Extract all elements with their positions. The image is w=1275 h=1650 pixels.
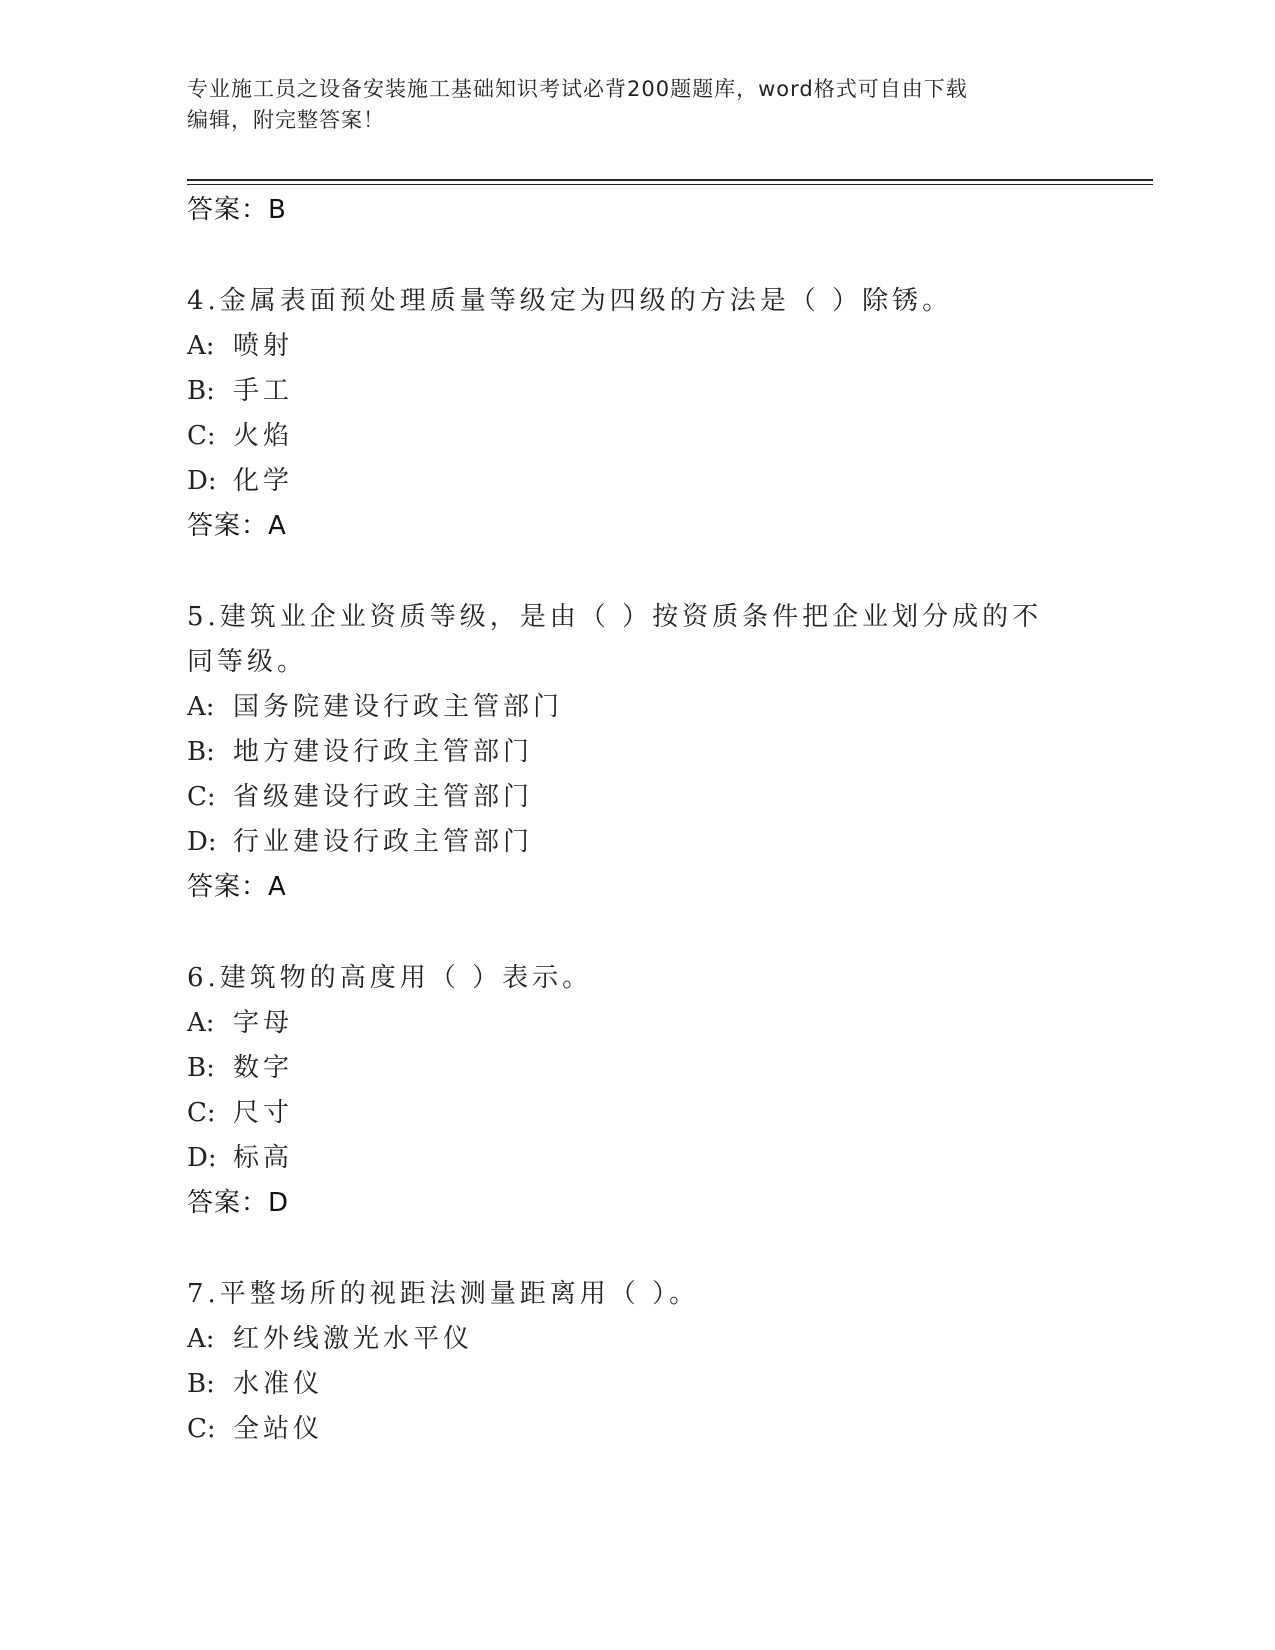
option-text: 化学 <box>233 466 294 496</box>
option-d <box>187 459 1087 504</box>
option-a <box>187 1317 1087 1362</box>
answer-label: 答案： <box>187 872 269 902</box>
option-text: 水准仪 <box>233 1369 324 1399</box>
option-text: 手工 <box>233 376 294 406</box>
answer-line <box>187 504 1087 549</box>
option-key: C: <box>187 1098 216 1128</box>
option-text: 数字 <box>233 1053 294 1083</box>
option-b <box>187 1046 1087 1091</box>
header-line-1: 专业施工员之设备安装施工基础知识考试必背200题题库，word格式可自由下载 <box>187 77 968 101</box>
option-text: 省级建设行政主管部门 <box>233 782 534 812</box>
answer-value: B <box>268 195 286 225</box>
header-divider-thin <box>187 184 1153 185</box>
option-b <box>187 369 1087 414</box>
answer-line <box>187 865 1087 910</box>
option-key: B: <box>187 1053 215 1083</box>
option-text: 地方建设行政主管部门 <box>233 737 534 767</box>
question-text: 4.金属表面预处理质量等级定为四级的方法是（ ）除锈。 <box>187 286 953 316</box>
answer-line <box>187 188 1087 233</box>
answer-value: A <box>268 872 286 902</box>
option-text: 红外线激光水平仪 <box>233 1324 474 1354</box>
question-spacer <box>187 233 1087 279</box>
question-text: 6.建筑物的高度用（ ）表示。 <box>187 963 593 993</box>
answer-value: D <box>268 1188 289 1218</box>
option-text: 字母 <box>233 1008 294 1038</box>
option-d <box>187 820 1087 865</box>
header-line-2: 编辑，附完整答案！ <box>187 108 385 132</box>
option-d <box>187 1136 1087 1181</box>
option-b <box>187 730 1087 775</box>
document-body <box>187 188 1087 1452</box>
question-spacer <box>187 549 1087 595</box>
option-text: 国务院建设行政主管部门 <box>233 692 564 722</box>
option-b <box>187 1362 1087 1407</box>
answer-line <box>187 1181 1087 1226</box>
option-text: 尺寸 <box>233 1098 294 1128</box>
option-key: C: <box>187 421 216 451</box>
option-c <box>187 414 1087 459</box>
answer-label: 答案： <box>187 195 269 225</box>
question-text: 7.平整场所的视距法测量距离用（ ）。 <box>187 1279 700 1309</box>
option-key: B: <box>187 737 215 767</box>
option-a <box>187 685 1087 730</box>
header-divider-thick <box>187 179 1153 181</box>
option-key: B: <box>187 376 215 406</box>
option-text: 全站仪 <box>233 1414 324 1444</box>
option-text: 标高 <box>233 1143 294 1173</box>
option-a <box>187 324 1087 369</box>
answer-label: 答案： <box>187 511 269 541</box>
option-key: A: <box>187 1324 215 1354</box>
option-c <box>187 1091 1087 1136</box>
option-c <box>187 1407 1087 1452</box>
option-key: C: <box>187 1414 216 1444</box>
option-text: 行业建设行政主管部门 <box>233 827 534 857</box>
option-key: B: <box>187 1369 215 1399</box>
option-key: C: <box>187 782 216 812</box>
question-text: 5.建筑业企业资质等级，是由（ ）按资质条件把企业划分成的不同等级。 <box>187 602 1043 677</box>
option-a <box>187 1001 1087 1046</box>
document-header <box>187 74 1067 136</box>
answer-label: 答案： <box>187 1188 269 1218</box>
option-text: 火焰 <box>233 421 294 451</box>
question-spacer <box>187 1226 1087 1272</box>
option-c <box>187 775 1087 820</box>
option-key: D: <box>187 466 217 496</box>
option-text: 喷射 <box>233 331 294 361</box>
answer-value: A <box>268 511 286 541</box>
option-key: A: <box>187 1008 215 1038</box>
question-spacer <box>187 910 1087 956</box>
option-key: A: <box>187 331 215 361</box>
option-key: D: <box>187 1143 217 1173</box>
option-key: A: <box>187 692 215 722</box>
option-key: D: <box>187 827 217 857</box>
